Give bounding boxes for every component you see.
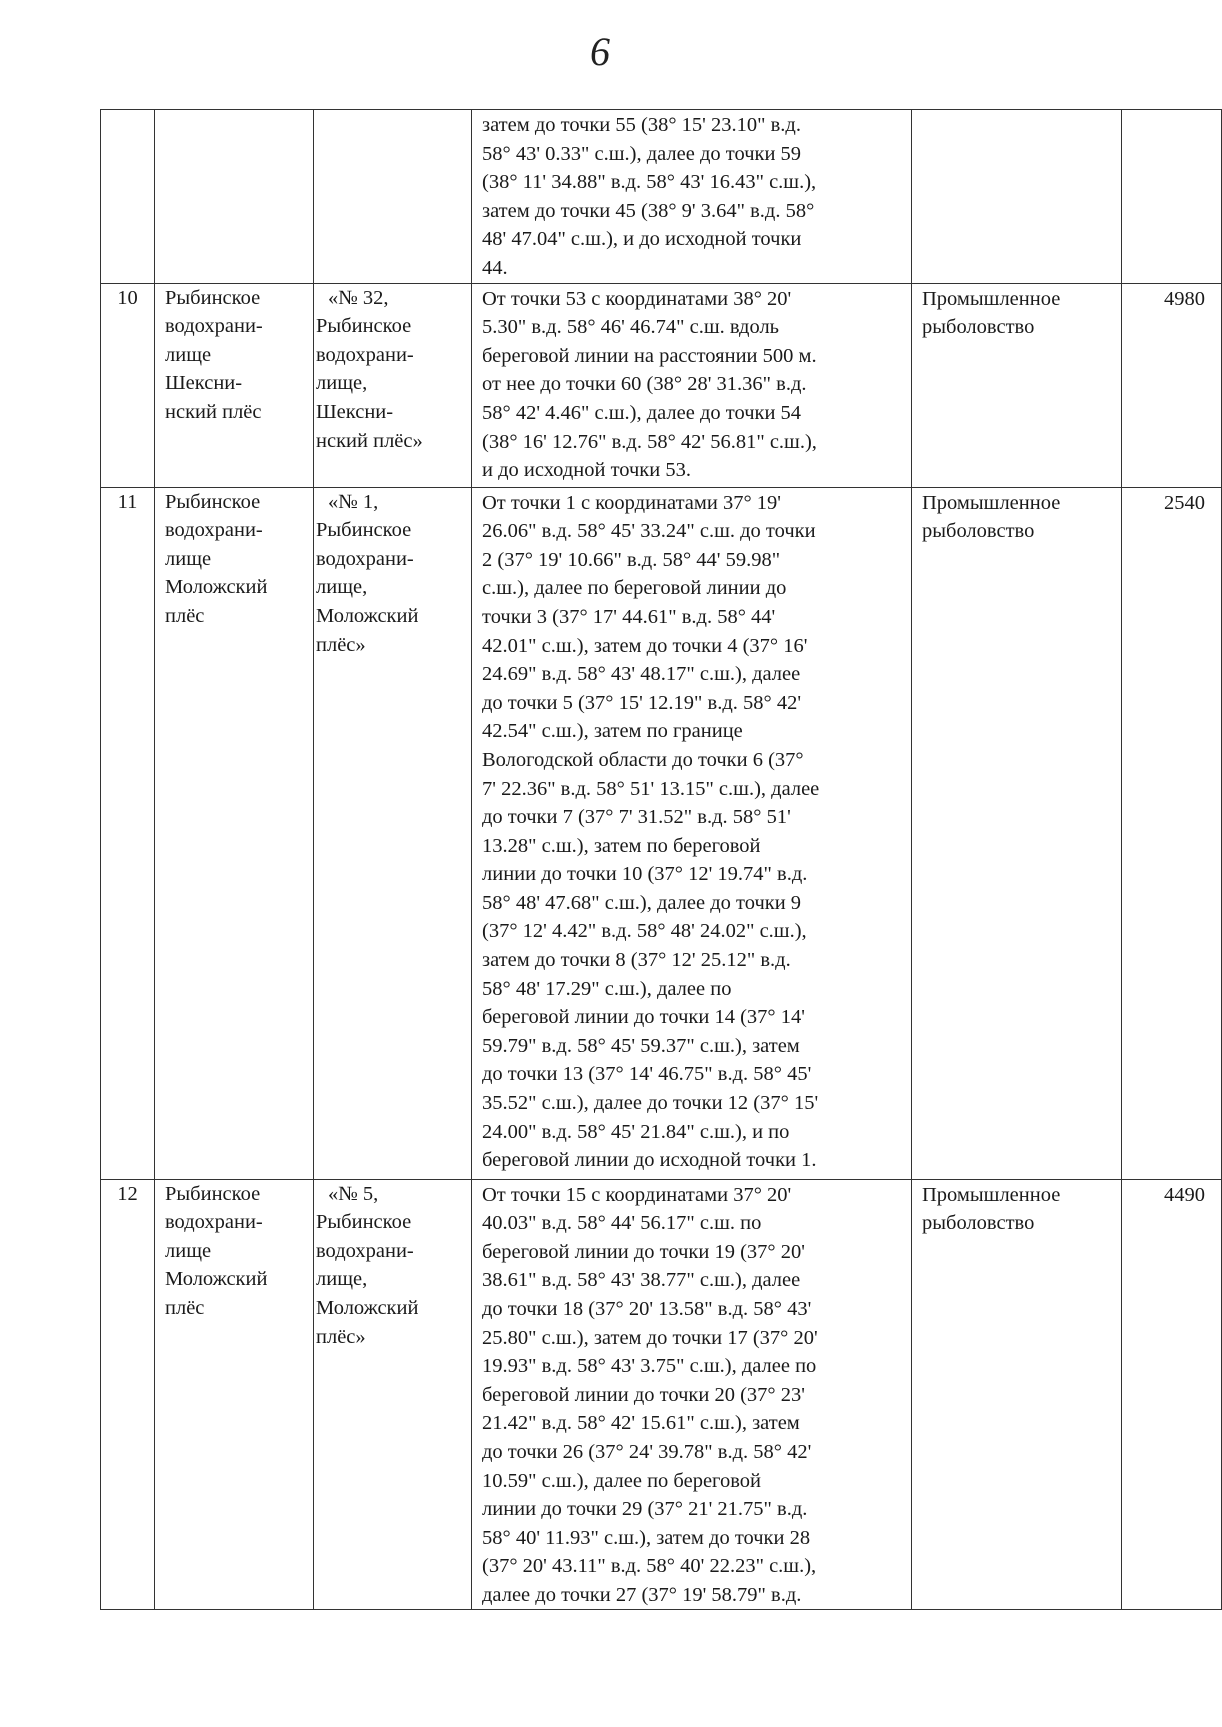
boundary-description-cell: От точки 53 с координатами 38° 20' 5.30" в.д. 58° 46' 46.74" с.ш. вдоль береговой линии на расстоянии 500 м. от нее до точки 60 (38° 28' 31.36" в.д. 58° 42' 4.46" с.ш.), далее до точки 54 (38° 16' 12.76" в.д. 58° 42' 56.81" с.ш.), и до исходной точки 53. (472, 283, 912, 487)
area-name-cell: «№ 1, Рыбинское водохрани- лище, Моложский плёс» (314, 487, 472, 1179)
table-row (101, 487, 1222, 1179)
area-name-cell: «№ 32, Рыбинское водохрани- лище, Шексни- нский плёс» (314, 283, 472, 487)
boundary-description-cell: От точки 1 с координатами 37° 19' 26.06" в.д. 58° 45' 33.24" с.ш. до точки 2 (37° 19' 10.66" в.д. 58° 44' 59.98" с.ш.), далее по береговой линии до точки 3 (37° 17' 44.61" в.д. 58° 44' 42.01" с.ш.), затем до точки 4 (37° 16' 24.69" в.д. 58° 43' 48.17" с.ш.), далее до точки 5 (37° 15' 12.19" в.д. 58° 42' 42.54" с.ш.), затем по границе Вологодской области до точки 6 (37° 7' 22.36" в.д. 58° 51' 13.15" с.ш.), далее до точки 7 (37° 7' 31.52" в.д. 58° 51' 13.28" с.ш.), затем по береговой линии до точки 10 (37° 12' 19.74" в.д. 58° 48' 47.68" с.ш.), далее до точки 9 (37° 12' 4.42" в.д. 58° 48' 24.02" с.ш.), затем до точки 8 (37° 12' 25.12" в.д. 58° 48' 17.29" с.ш.), далее по береговой линии до точки 14 (37° 14' 59.79" в.д. 58° 45' 59.37" с.ш.), затем до точки 13 (37° 14' 46.75" в.д. 58° 45' 35.52" с.ш.), далее до точки 12 (37° 15' 24.00" в.д. 58° 45' 21.84" с.ш.), и по береговой линии до исходной точки 1. (472, 487, 912, 1179)
area-name-cell (314, 110, 472, 284)
water-body-cell: Рыбинское водохрани- лище Моложский плёс (155, 1179, 314, 1610)
table-row (101, 1179, 1222, 1610)
table-row (101, 110, 1222, 284)
row-number: 12 (101, 1179, 155, 1610)
boundary-description-cell: затем до точки 55 (38° 15' 23.10" в.д. 58° 43' 0.33" с.ш.), далее до точки 59 (38° 11' 34.88" в.д. 58° 43' 16.43" с.ш.), затем до точки 45 (38° 9' 3.64" в.д. 58° 48' 47.04" с.ш.), и до исходной точки 44. (472, 110, 912, 284)
area-value-cell (1122, 110, 1222, 284)
area-value-cell: 4490 (1122, 1179, 1222, 1610)
page-number: 6 (590, 29, 610, 74)
water-body-cell: Рыбинское водохрани- лище Моложский плёс (155, 487, 314, 1179)
water-body-cell (155, 110, 314, 284)
area-value-cell: 4980 (1122, 283, 1222, 487)
row-number (101, 110, 155, 284)
row-number: 11 (101, 487, 155, 1179)
row-number: 10 (101, 283, 155, 487)
usage-type-cell: Промышленное рыболовство (912, 487, 1122, 1179)
area-name-cell: «№ 5, Рыбинское водохрани- лище, Моложский плёс» (314, 1179, 472, 1610)
usage-type-cell (912, 110, 1122, 284)
table-row (101, 283, 1222, 487)
area-value-cell: 2540 (1122, 487, 1222, 1179)
usage-type-cell: Промышленное рыболовство (912, 1179, 1122, 1610)
boundary-description-cell: От точки 15 с координатами 37° 20' 40.03" в.д. 58° 44' 56.17" с.ш. по береговой линии до точки 19 (37° 20' 38.61" в.д. 58° 43' 38.77" с.ш.), далее до точки 18 (37° 20' 13.58" в.д. 58° 43' 25.80" с.ш.), затем до точки 17 (37° 20' 19.93" в.д. 58° 43' 3.75" с.ш.), далее по береговой линии до точки 20 (37° 23' 21.42" в.д. 58° 42' 15.61" с.ш.), затем до точки 26 (37° 24' 39.78" в.д. 58° 42' 10.59" с.ш.), далее по береговой линии до точки 29 (37° 21' 21.75" в.д. 58° 40' 11.93" с.ш.), затем до точки 28 (37° 20' 43.11" в.д. 58° 40' 22.23" с.ш.), далее до точки 27 (37° 19' 58.79" в.д. (472, 1179, 912, 1610)
water-body-cell: Рыбинское водохрани- лище Шексни- нский плёс (155, 283, 314, 487)
usage-type-cell: Промышленное рыболовство (912, 283, 1122, 487)
fishing-areas-table (100, 109, 1222, 1610)
